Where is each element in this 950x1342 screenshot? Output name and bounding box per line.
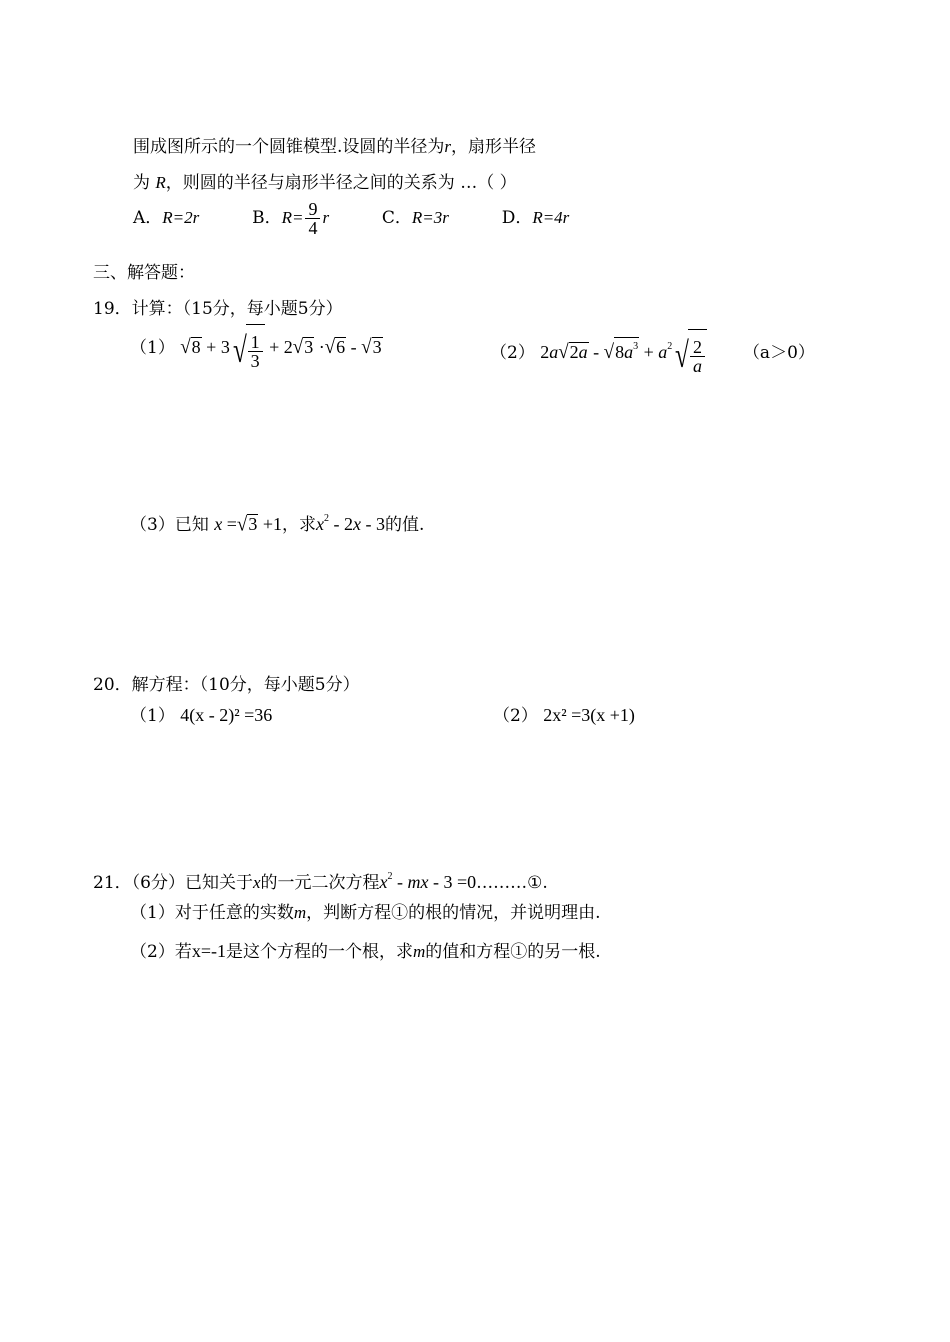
option-a: R=2r [162, 208, 200, 227]
q18-line1: 围成图所示的一个圆锥模型.设圆的半径为r，扇形半径 [133, 137, 537, 157]
option-c-label: C． [381, 208, 412, 228]
q18-options: A．R=2r B．R= $\frac{9}{4}$ r C．R=3r D．R=4r [133, 199, 570, 238]
q19-part1: （1） √8 + 3√ $\frac{1}{3}$ + 2√3 ·√6 - √3 [130, 322, 383, 372]
q20-header: 20．解方程：（10分，每小题5分） [93, 675, 360, 695]
q19-part3-given: x =√3 +1 [214, 513, 282, 536]
option-b-fraction: $\frac{9}{4}$ [305, 200, 320, 237]
option-c: R=3r [411, 208, 449, 227]
section-title: 三、解答题： [93, 263, 195, 283]
q20-part1: （1） 4(x - 2)² =36 [130, 705, 273, 726]
q20-part2: （2） 2x² =3(x +1) [493, 705, 635, 726]
q19-part1-expression: √8 + 3√ $\frac{1}{3}$ + 2√3 ·√6 - √3 [180, 337, 382, 357]
q19-part2: （2） $2a√2a - √8a^3 + a^2√$ $\frac{2}{a}$ （a＞0） [490, 322, 815, 372]
option-d: R=4r [532, 208, 570, 227]
q20-part1-equation: 4(x - 2)² =36 [180, 705, 273, 725]
q19-part2-expression: $2a√2a - √8a^3 + a^2√$ $\frac{2}{a}$ [540, 342, 711, 362]
option-a-label: A． [133, 208, 163, 228]
q20-part2-equation: 2x² =3(x +1) [543, 705, 635, 725]
q19-part3-expression: $x^2 - 2x - 3$ [315, 513, 385, 534]
option-b-label: B． [252, 208, 282, 228]
q21-part2: （2）若x=-1是这个方程的一个根，求m的值和方程①的另一根. [130, 941, 601, 962]
option-d-label: D． [501, 208, 533, 228]
q21-part1: （1）对于任意的实数m，判断方程①的根的情况，并说明理由. [130, 903, 601, 923]
q18-line2: 为 R，则圆的半径与扇形半径之间的关系为 …（ ） [133, 173, 517, 193]
q21-header: 21．（6分）已知关于x的一元二次方程$x^2$ - mx - 3 =0………①. [93, 871, 548, 893]
q21-equation: $x^2$ - mx - 3 =0 [379, 871, 477, 892]
q19-part3: （3）已知 x =√3 +1，求$x^2 - 2x - 3$的值. [130, 513, 425, 536]
q19-header: 19．计算：（15分，每小题5分） [93, 299, 343, 319]
